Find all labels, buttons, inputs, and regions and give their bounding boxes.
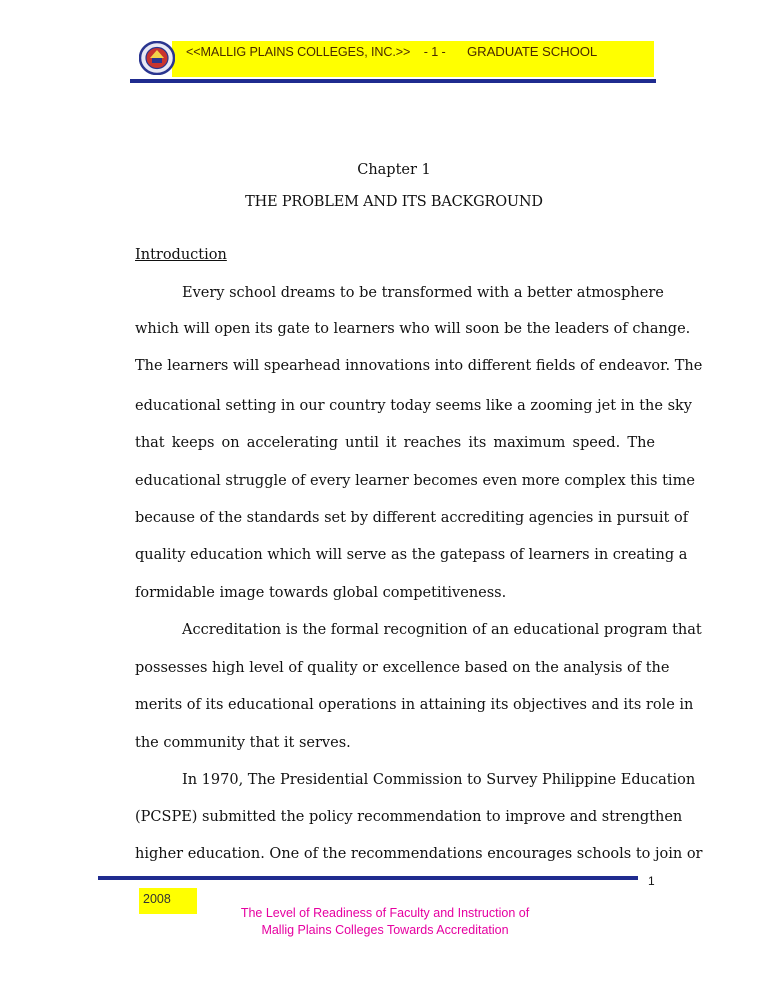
footer-title-line2: Mallig Plains Colleges Towards Accreditation [261, 923, 509, 937]
body-line: which will open its gate to learners who will soon be the leaders of change. [135, 321, 691, 337]
body-line: formidable image towards global competitiveness. [135, 585, 507, 601]
body-line: because of the standards set by different accrediting agencies in pursuit of [135, 510, 689, 526]
body-line: that keeps on accelerating until it reaches its maximum speed. The [135, 435, 655, 451]
body-line: In 1970, The Presidential Commission to Survey Philippine Education [182, 772, 696, 788]
body-line: Accreditation is the formal recognition of an educational program that [182, 622, 702, 638]
body-line: quality education which will serve as the gatepass of learners in creating a [135, 547, 688, 563]
body-line: the community that it serves. [135, 735, 351, 751]
header-page-marker: - 1 - [423, 45, 446, 59]
header-rule [130, 79, 656, 83]
section-heading: Introduction [135, 247, 227, 263]
body-line: The learners will spearhead innovations into different fields of endeavor. The [135, 358, 703, 374]
header-school: GRADUATE SCHOOL [467, 44, 598, 59]
body-line: (PCSPE) submitted the policy recommendation to improve and strengthen [135, 809, 683, 825]
body-line: Every school dreams to be transformed with a better atmosphere [182, 285, 664, 301]
footer-page-number: 1 [648, 874, 655, 888]
header-text [186, 44, 597, 59]
chapter-title: THE PROBLEM AND ITS BACKGROUND [245, 194, 543, 210]
footer-year: 2008 [139, 888, 197, 914]
header-college: <<MALLIG PLAINS COLLEGES, INC.>> [186, 45, 411, 59]
footer-title-line1: The Level of Readiness of Faculty and Instruction of [240, 906, 530, 920]
footer-rule [98, 876, 638, 880]
body-line: possesses high level of quality or excellence based on the analysis of the [135, 660, 670, 676]
chapter-number: Chapter 1 [357, 162, 431, 178]
body-line: higher education. One of the recommendations encourages schools to join or [135, 846, 703, 862]
body-line: educational setting in our country today seems like a zooming jet in the sky [135, 398, 692, 414]
body-line: merits of its educational operations in attaining its objectives and its role in [135, 697, 694, 713]
body-line: educational struggle of every learner becomes even more complex this time [135, 473, 695, 489]
college-seal-logo [139, 41, 175, 75]
